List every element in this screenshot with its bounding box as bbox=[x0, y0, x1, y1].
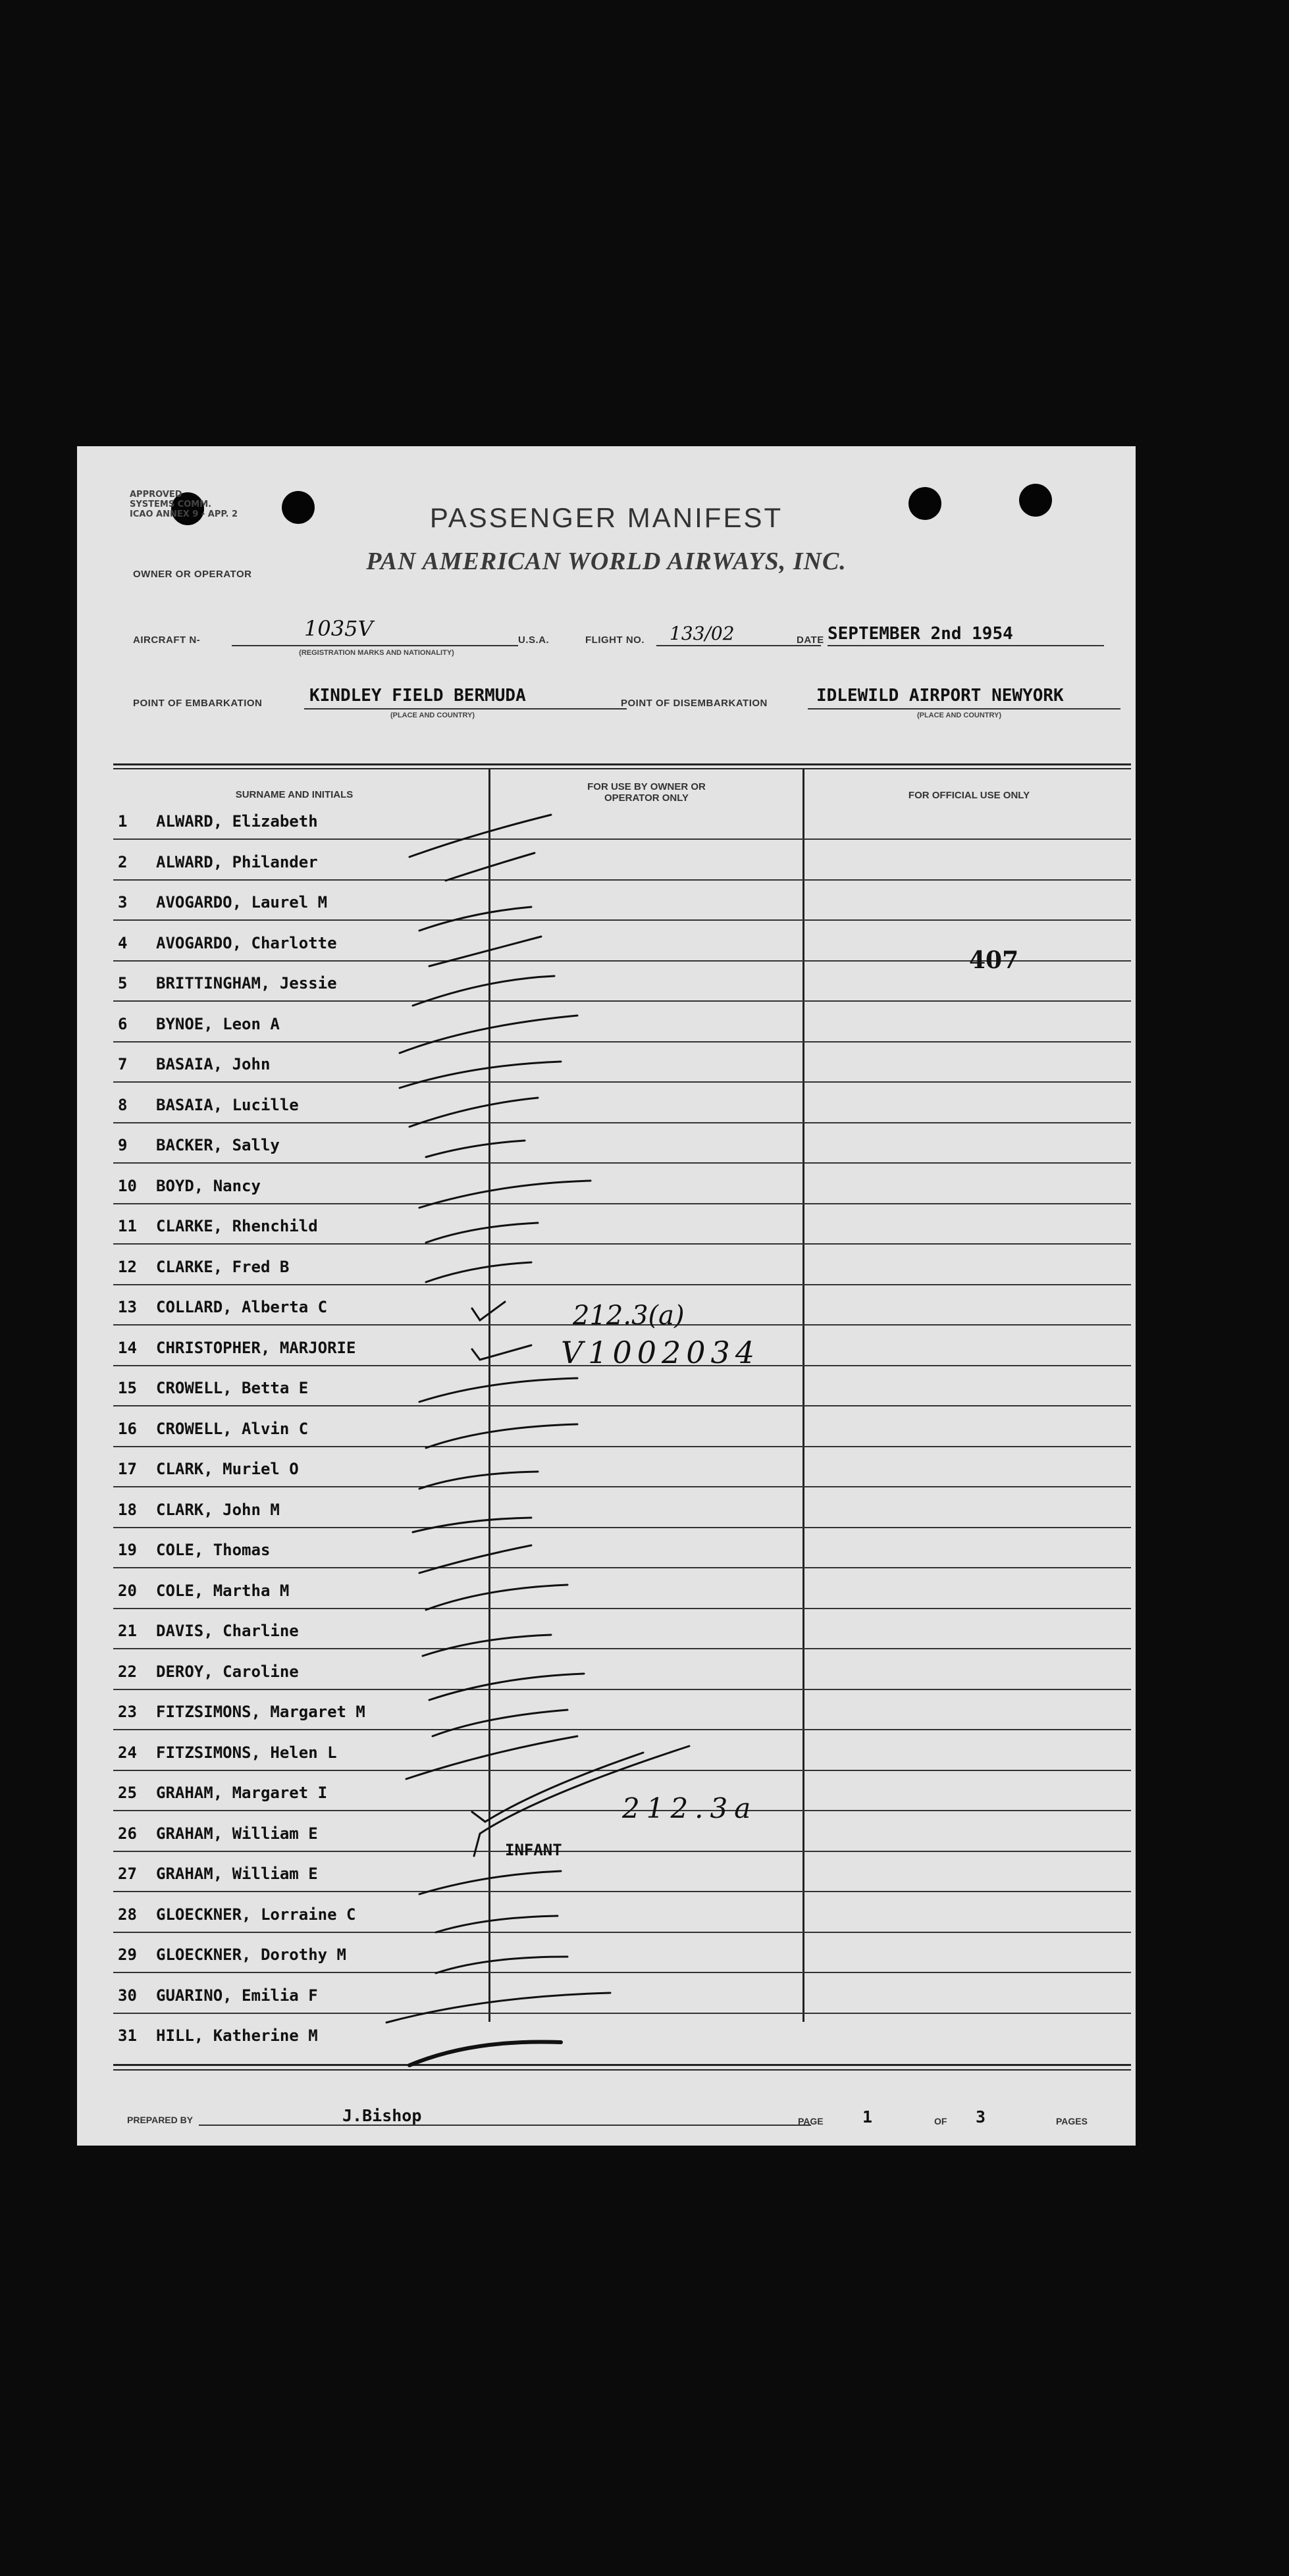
passenger-name: CLARKE, Fred B bbox=[156, 1257, 290, 1276]
passenger-name: CLARKE, Rhenchild bbox=[156, 1217, 318, 1235]
check-mark bbox=[406, 1736, 577, 1779]
row-number: 28 bbox=[118, 1905, 137, 1924]
form-title: PASSENGER MANIFEST bbox=[429, 502, 783, 533]
row-number: 24 bbox=[118, 1743, 137, 1762]
passenger-name: CLARK, John M bbox=[156, 1500, 280, 1519]
passenger-name: GRAHAM, William E bbox=[156, 1865, 318, 1883]
row-number: 26 bbox=[118, 1824, 137, 1843]
check-mark bbox=[436, 1916, 558, 1932]
row-number: 14 bbox=[118, 1338, 137, 1357]
passenger-name: CROWELL, Betta E bbox=[156, 1379, 309, 1397]
check-mark bbox=[419, 1545, 531, 1573]
pages-label: PAGES bbox=[1056, 2116, 1088, 2126]
passenger-name: GRAHAM, Margaret I bbox=[156, 1784, 328, 1802]
row-number: 31 bbox=[118, 2026, 137, 2045]
passenger-name: GLOECKNER, Dorothy M bbox=[156, 1945, 346, 1964]
passenger-name: BRITTINGHAM, Jessie bbox=[156, 974, 337, 992]
row-number: 15 bbox=[118, 1379, 137, 1397]
approval-line: SYSTEMS COMM. bbox=[130, 500, 212, 509]
aircraft-value: 1035V bbox=[304, 616, 373, 641]
row-number: 4 bbox=[118, 933, 128, 952]
row-number: 9 bbox=[118, 1136, 128, 1154]
row-number: 18 bbox=[118, 1500, 137, 1519]
row-number: 29 bbox=[118, 1945, 137, 1964]
check-mark bbox=[409, 1098, 538, 1127]
passenger-name: COLE, Thomas bbox=[156, 1541, 271, 1559]
passenger-name: BOYD, Nancy bbox=[156, 1176, 261, 1195]
row-number: 23 bbox=[118, 1703, 137, 1721]
passenger-name: GRAHAM, William E bbox=[156, 1824, 318, 1843]
passenger-name: BACKER, Sally bbox=[156, 1136, 280, 1154]
check-mark bbox=[413, 1518, 531, 1532]
passenger-name: COLE, Martha M bbox=[156, 1581, 290, 1600]
row-number: 21 bbox=[118, 1622, 137, 1640]
check-mark bbox=[446, 853, 535, 881]
passenger-name: CHRISTOPHER, MARJORIE bbox=[156, 1338, 356, 1357]
header-surname: SURNAME AND INITIALS bbox=[235, 789, 354, 800]
official-stamp: 407 bbox=[969, 946, 1019, 974]
row-number: 7 bbox=[118, 1055, 128, 1073]
passenger-name: COLLARD, Alberta C bbox=[156, 1298, 328, 1316]
row-number: 30 bbox=[118, 1986, 137, 2005]
passenger-name: CLARK, Muriel O bbox=[156, 1460, 299, 1478]
annotation-row25: 212.3a bbox=[622, 1792, 758, 1824]
check-mark bbox=[472, 1753, 643, 1822]
check-mark bbox=[436, 1957, 567, 1973]
prepared-value: J.Bishop bbox=[342, 2106, 422, 2125]
row-number: 11 bbox=[118, 1217, 137, 1235]
passenger-name: FITZSIMONS, Margaret M bbox=[156, 1703, 365, 1721]
row-number: 8 bbox=[118, 1095, 128, 1114]
company-name: PAN AMERICAN WORLD AIRWAYS, INC. bbox=[366, 548, 847, 575]
passenger-name: FITZSIMONS, Helen L bbox=[156, 1743, 337, 1762]
header-owner-use: FOR USE BY OWNER OR OPERATOR ONLY bbox=[587, 781, 706, 804]
of-label: OF bbox=[934, 2116, 947, 2126]
check-mark bbox=[433, 1710, 567, 1736]
row-number: 12 bbox=[118, 1257, 137, 1276]
passenger-name: AVOGARDO, Charlotte bbox=[156, 933, 337, 952]
date-value: SEPTEMBER 2nd 1954 bbox=[828, 624, 1013, 644]
flight-value: 133/02 bbox=[670, 623, 735, 644]
check-mark bbox=[474, 1746, 689, 1856]
check-mark bbox=[426, 1585, 567, 1610]
row-number: 16 bbox=[118, 1419, 137, 1438]
check-mark bbox=[400, 1016, 577, 1053]
passenger-name: DAVIS, Charline bbox=[156, 1622, 299, 1640]
check-mark bbox=[426, 1262, 531, 1282]
prepared-label: PREPARED BY bbox=[127, 2115, 194, 2125]
check-mark bbox=[426, 1424, 577, 1448]
row-number: 2 bbox=[118, 852, 128, 871]
passenger-name: DEROY, Caroline bbox=[156, 1662, 299, 1681]
check-mark bbox=[419, 1472, 538, 1489]
check-mark bbox=[423, 1635, 551, 1656]
date-label: DATE bbox=[797, 634, 824, 646]
passenger-name: BYNOE, Leon A bbox=[156, 1014, 280, 1033]
aircraft-label: AIRCRAFT N- bbox=[133, 634, 201, 646]
check-mark bbox=[409, 815, 551, 857]
row-number: 20 bbox=[118, 1581, 137, 1600]
row-number: 17 bbox=[118, 1460, 137, 1478]
approval-line: ICAO ANNEX 9 - APP. 2 bbox=[130, 509, 238, 519]
check-mark bbox=[400, 1062, 561, 1088]
row-number: 6 bbox=[118, 1014, 128, 1033]
annotation-row14: V1002034 bbox=[561, 1335, 760, 1370]
prepared-underline bbox=[199, 2125, 811, 2126]
passenger-name: GUARINO, Emilia F bbox=[156, 1986, 318, 2005]
manifest-sheet bbox=[77, 446, 1136, 2146]
embark-note: (PLACE AND COUNTRY) bbox=[390, 711, 475, 719]
disembark-note: (PLACE AND COUNTRY) bbox=[916, 711, 1002, 719]
passenger-name: GLOECKNER, Lorraine C bbox=[156, 1905, 356, 1924]
row-number: 25 bbox=[118, 1784, 137, 1802]
passenger-name: BASAIA, Lucille bbox=[156, 1095, 299, 1114]
passenger-name: AVOGARDO, Laurel M bbox=[156, 893, 328, 912]
passenger-name: ALWARD, Elizabeth bbox=[156, 812, 318, 831]
page-label: PAGE bbox=[798, 2116, 824, 2126]
passenger-name: BASAIA, John bbox=[156, 1055, 271, 1073]
passenger-name: CROWELL, Alvin C bbox=[156, 1419, 309, 1438]
check-mark bbox=[386, 1993, 610, 2022]
check-mark bbox=[429, 1674, 584, 1700]
row-number: 22 bbox=[118, 1662, 137, 1681]
disembark-label: POINT OF DISEMBARKATION bbox=[621, 698, 768, 709]
flight-label: FLIGHT NO. bbox=[585, 634, 644, 646]
usa-label: U.S.A. bbox=[518, 634, 550, 646]
annotation-row26: INFANT bbox=[505, 1841, 562, 1859]
approval-line: APPROVED bbox=[130, 490, 182, 500]
check-marks bbox=[77, 446, 1136, 2146]
check-mark bbox=[426, 1223, 538, 1243]
page-value: 1 bbox=[862, 2107, 873, 2126]
disembark-value: IDLEWILD AIRPORT NEWYORK bbox=[816, 686, 1064, 706]
check-mark bbox=[472, 1345, 531, 1360]
row-number: 10 bbox=[118, 1176, 137, 1195]
check-mark bbox=[413, 976, 554, 1006]
row-number: 5 bbox=[118, 974, 128, 992]
annotation-row13: 212.3(a) bbox=[573, 1301, 685, 1331]
row-number: 19 bbox=[118, 1541, 137, 1559]
row-number: 3 bbox=[118, 893, 128, 912]
check-mark bbox=[409, 2042, 561, 2065]
row-number: 27 bbox=[118, 1865, 137, 1883]
check-mark bbox=[472, 1302, 505, 1320]
passenger-name: HILL, Katherine M bbox=[156, 2026, 318, 2045]
header-official-use: FOR OFFICIAL USE ONLY bbox=[908, 790, 1030, 801]
of-value: 3 bbox=[976, 2107, 986, 2126]
registration-note: (REGISTRATION MARKS AND NATIONALITY) bbox=[299, 649, 454, 657]
embark-value: KINDLEY FIELD BERMUDA bbox=[309, 686, 526, 706]
check-mark bbox=[419, 1181, 591, 1208]
owner-label: OWNER OR OPERATOR bbox=[133, 569, 252, 580]
row-number: 1 bbox=[118, 812, 128, 831]
passenger-name: ALWARD, Philander bbox=[156, 852, 318, 871]
embark-label: POINT OF EMBARKATION bbox=[133, 698, 263, 709]
check-mark bbox=[419, 1871, 561, 1894]
check-mark bbox=[429, 937, 541, 966]
check-mark bbox=[419, 1378, 577, 1402]
check-mark bbox=[419, 907, 531, 931]
row-number: 13 bbox=[118, 1298, 137, 1316]
check-mark bbox=[426, 1141, 525, 1157]
